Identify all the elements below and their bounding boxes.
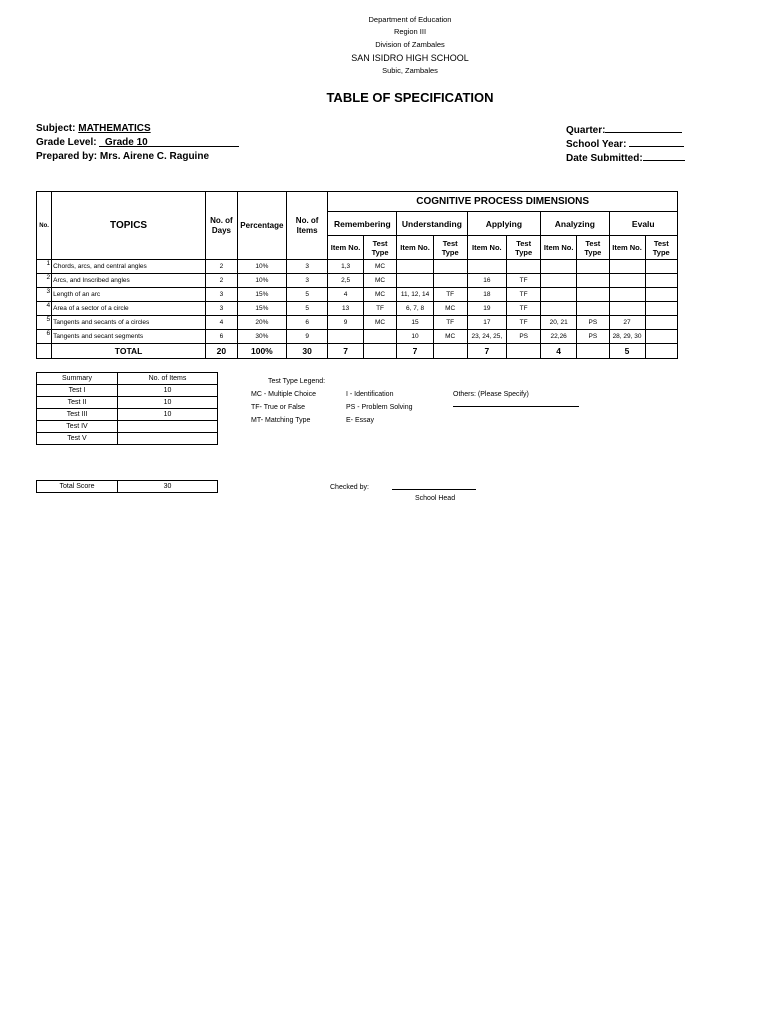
percentage-cell: 10% — [237, 274, 286, 288]
percentage-cell: 15% — [237, 288, 286, 302]
summary-row — [37, 433, 218, 445]
total-score-table — [36, 480, 218, 493]
summary-row — [37, 421, 218, 433]
test-type-header: Test Type — [433, 236, 467, 260]
test-type-cell — [645, 302, 677, 316]
grade-value: _Grade 10 — [99, 137, 148, 148]
header-items — [286, 192, 327, 260]
item-no-cell — [609, 274, 645, 288]
test-type-cell: PS — [577, 316, 609, 330]
item-no-cell — [328, 330, 364, 344]
total-level-count: 7 — [328, 344, 364, 359]
item-no-cell — [397, 274, 434, 288]
days-cell: 6 — [205, 330, 237, 344]
items-cell: 5 — [286, 288, 327, 302]
summary-header-label: Summary — [37, 373, 118, 385]
summary-row — [37, 409, 218, 421]
test-type-cell — [645, 260, 677, 274]
table-row — [37, 260, 678, 274]
summary-test-label: Test IV — [37, 421, 118, 433]
summary-test-items — [118, 421, 218, 433]
summary-test-items: 10 — [118, 397, 218, 409]
summary-test-label: Test I — [37, 385, 118, 397]
total-blank-cell — [507, 344, 541, 359]
header-days-label: No. of Days — [210, 215, 233, 235]
grade-label: Grade Level: — [36, 137, 100, 148]
test-type-cell: TF — [507, 274, 541, 288]
test-type-cell — [577, 288, 609, 302]
item-no-header: Item No. — [609, 236, 645, 260]
percentage-cell: 20% — [237, 316, 286, 330]
division-line: Division of Zambales — [375, 40, 445, 49]
test-type-cell: TF — [433, 288, 467, 302]
row-number: 2 — [37, 274, 52, 288]
total-score-value: 30 — [118, 481, 218, 493]
total-percentage: 100% — [237, 344, 286, 359]
days-cell: 2 — [205, 260, 237, 274]
header-items-label: No. of Items — [295, 215, 319, 235]
item-no-cell: 23, 24, 25, — [467, 330, 507, 344]
total-blank-cell — [363, 344, 396, 359]
school-head-label: School Head — [415, 495, 456, 502]
header-days — [205, 192, 237, 260]
others-blank-line — [453, 406, 579, 407]
total-blank-cell — [37, 344, 52, 359]
summary-test-items — [118, 433, 218, 445]
total-blank-cell — [645, 344, 677, 359]
item-no-cell: 6, 7, 8 — [397, 302, 434, 316]
item-no-cell — [397, 260, 434, 274]
specification-table — [36, 191, 678, 359]
item-no-cell: 18 — [467, 288, 507, 302]
test-type-cell — [507, 260, 541, 274]
item-no-cell: 4 — [328, 288, 364, 302]
test-type-cell: MC — [433, 330, 467, 344]
prepared-by: Prepared by: Mrs. Airene C. Raguine — [36, 151, 210, 162]
total-level-count: 5 — [609, 344, 645, 359]
percentage-cell: 15% — [237, 302, 286, 316]
legend-mc: MC - Multiple Choice — [251, 391, 316, 398]
level-header: Applying — [467, 212, 541, 236]
item-no-cell — [609, 302, 645, 316]
summary-header-items: No. of Items — [118, 373, 218, 385]
table-row — [37, 316, 678, 330]
row-number: 3 — [37, 288, 52, 302]
items-cell: 9 — [286, 330, 327, 344]
dept-line: Department of Education — [368, 15, 452, 24]
header-topics: TOPICS — [52, 192, 206, 260]
topic-cell: Area of a sector of a circle — [52, 302, 206, 316]
item-no-header: Item No. — [328, 236, 364, 260]
test-type-cell: TF — [507, 288, 541, 302]
item-no-cell: 19 — [467, 302, 507, 316]
item-no-cell: 11, 12, 14 — [397, 288, 434, 302]
row-number: 6 — [37, 330, 52, 344]
total-row — [37, 344, 678, 359]
total-days: 20 — [205, 344, 237, 359]
summary-test-items: 10 — [118, 385, 218, 397]
test-type-cell: MC — [363, 260, 396, 274]
row-number: 4 — [37, 302, 52, 316]
document-title: TABLE OF SPECIFICATION — [326, 90, 494, 105]
summary-test-label: Test II — [37, 397, 118, 409]
test-type-header: Test Type — [507, 236, 541, 260]
legend-title: Test Type Legend: — [268, 378, 326, 385]
item-no-cell: 22,26 — [541, 330, 577, 344]
items-cell: 5 — [286, 302, 327, 316]
level-header: Remembering — [328, 212, 397, 236]
test-type-header: Test Type — [645, 236, 677, 260]
item-no-header: Item No. — [467, 236, 507, 260]
test-type-cell: MC — [363, 288, 396, 302]
item-no-cell: 15 — [397, 316, 434, 330]
test-type-cell: MC — [363, 274, 396, 288]
specification-table-viewport — [0, 0, 678, 360]
level-header: Analyzing — [541, 212, 609, 236]
test-type-header: Test Type — [363, 236, 396, 260]
item-no-cell: 27 — [609, 316, 645, 330]
items-cell: 6 — [286, 316, 327, 330]
test-type-cell: PS — [507, 330, 541, 344]
item-no-cell — [541, 260, 577, 274]
table-row — [37, 288, 678, 302]
item-no-cell — [467, 260, 507, 274]
level-header: Understanding — [397, 212, 467, 236]
item-no-cell — [609, 260, 645, 274]
test-type-cell — [645, 330, 677, 344]
item-no-cell: 17 — [467, 316, 507, 330]
item-no-cell: 9 — [328, 316, 364, 330]
topic-cell: Arcs, and Inscribed angles — [52, 274, 206, 288]
items-cell: 3 — [286, 260, 327, 274]
summary-test-label: Test III — [37, 409, 118, 421]
days-cell: 3 — [205, 288, 237, 302]
signature-line — [392, 489, 476, 490]
test-type-cell — [433, 274, 467, 288]
summary-row — [37, 397, 218, 409]
quarter-label: Quarter: — [566, 125, 606, 136]
total-items: 30 — [286, 344, 327, 359]
legend-ps: PS - Problem Solving — [346, 404, 413, 411]
total-level-count: 7 — [467, 344, 507, 359]
topic-cell: Tangents and secant segments — [52, 330, 206, 344]
item-no-cell — [541, 274, 577, 288]
topic-cell: Length of an arc — [52, 288, 206, 302]
region-line: Region III — [393, 27, 427, 36]
date-label: Date Submitted: — [566, 153, 643, 164]
topic-cell: Tangents and secants of a circles — [52, 316, 206, 330]
days-cell: 3 — [205, 302, 237, 316]
test-type-cell: TF — [507, 302, 541, 316]
test-type-cell — [577, 260, 609, 274]
item-no-header: Item No. — [541, 236, 577, 260]
checked-by-label: Checked by: — [330, 484, 369, 491]
percentage-cell: 30% — [237, 330, 286, 344]
total-level-count: 7 — [397, 344, 434, 359]
test-type-cell — [363, 330, 396, 344]
item-no-header: Item No. — [397, 236, 434, 260]
summary-table — [36, 372, 218, 445]
table-row — [37, 330, 678, 344]
test-type-cell — [577, 274, 609, 288]
test-type-cell: MC — [363, 316, 396, 330]
legend-tf: TF- True or False — [251, 404, 306, 411]
test-type-cell — [645, 288, 677, 302]
days-cell: 2 — [205, 274, 237, 288]
item-no-cell: 1,3 — [328, 260, 364, 274]
test-type-cell — [645, 316, 677, 330]
header-no: No. — [37, 192, 52, 260]
legend-essay: E- Essay — [346, 417, 375, 424]
days-cell: 4 — [205, 316, 237, 330]
item-no-cell: 10 — [397, 330, 434, 344]
topic-cell: Chords, arcs, and central angles — [52, 260, 206, 274]
percentage-cell: 10% — [237, 260, 286, 274]
subject-value: MATHEMATICS — [78, 123, 151, 134]
test-type-cell: TF — [507, 316, 541, 330]
test-type-cell — [433, 260, 467, 274]
header-percentage: Percentage — [237, 192, 286, 260]
item-no-cell: 13 — [328, 302, 364, 316]
level-header: Evalu — [609, 212, 677, 236]
table-row — [37, 302, 678, 316]
item-no-cell — [541, 288, 577, 302]
test-type-cell — [577, 302, 609, 316]
test-type-header: Test Type — [577, 236, 609, 260]
total-level-count: 4 — [541, 344, 577, 359]
test-type-cell: PS — [577, 330, 609, 344]
test-type-cell: MC — [433, 302, 467, 316]
school-year-label: School Year: — [566, 139, 630, 150]
school-location: Subic, Zambales — [382, 66, 438, 75]
header-cognitive-dimensions: COGNITIVE PROCESS DIMENSIONS — [328, 192, 678, 212]
total-blank-cell — [433, 344, 467, 359]
item-no-cell — [609, 288, 645, 302]
summary-test-items: 10 — [118, 409, 218, 421]
legend-mt: MT- Matching Type — [251, 417, 311, 424]
legend-others: Others: (Please Specify) — [453, 391, 529, 398]
school-name: SAN ISIDRO HIGH SCHOOL — [351, 53, 469, 63]
item-no-cell: 2,5 — [328, 274, 364, 288]
test-type-cell — [645, 274, 677, 288]
test-type-cell: TF — [433, 316, 467, 330]
total-label: TOTAL — [52, 344, 206, 359]
item-no-cell: 16 — [467, 274, 507, 288]
item-no-cell: 20, 21 — [541, 316, 577, 330]
summary-test-label: Test V — [37, 433, 118, 445]
test-type-cell: TF — [363, 302, 396, 316]
items-cell: 3 — [286, 274, 327, 288]
total-blank-cell — [577, 344, 609, 359]
total-score-label: Total Score — [37, 481, 118, 493]
table-row — [37, 274, 678, 288]
item-no-cell — [541, 302, 577, 316]
subject-label: Subject: — [36, 123, 79, 134]
legend-id: I - Identification — [346, 391, 394, 398]
item-no-cell: 28, 29, 30 — [609, 330, 645, 344]
row-number: 1 — [37, 260, 52, 274]
row-number: 5 — [37, 316, 52, 330]
summary-row — [37, 385, 218, 397]
